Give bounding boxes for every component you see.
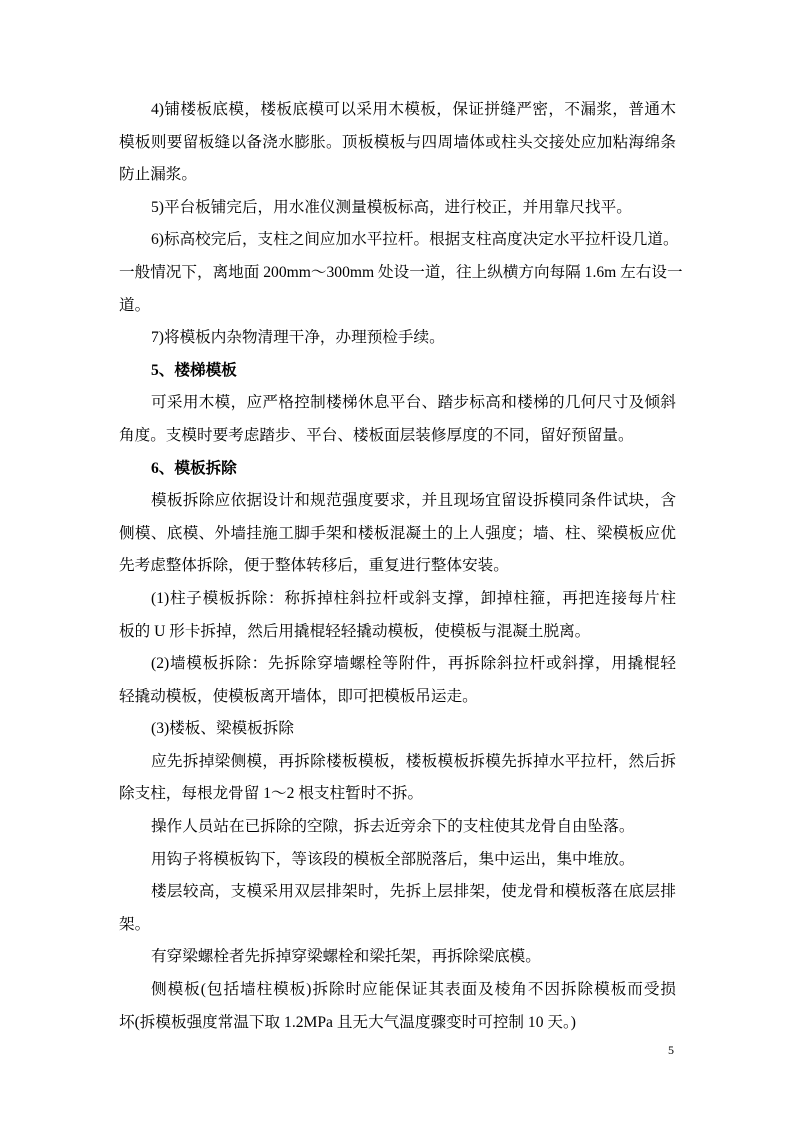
- text-line: 轻撬动模板，使模板离开墙体，即可把模板吊运走。: [119, 687, 478, 705]
- paragraph: [119, 941, 676, 974]
- text-line: 用钩子将模板钩下，等该段的模板全部脱落后，集中运出，集中堆放。: [151, 850, 635, 868]
- paragraph: [119, 94, 676, 192]
- page-number: 5: [668, 1043, 674, 1057]
- paragraph: [119, 844, 676, 877]
- text-line: 有穿梁螺栓者先拆掉穿梁螺栓和梁托架，再拆除梁底模。: [151, 948, 541, 966]
- paragraph: [119, 746, 676, 811]
- text-line: 模板则要留板缝以备浇水膨胀。顶板模板与四周墙体或柱头交接处应加粘海绵条: [119, 133, 676, 151]
- text-line: 角度。支模时要考虑踏步、平台、楼板面层装修厚度的不同，留好预留量。: [119, 426, 634, 444]
- section-heading: [119, 355, 676, 388]
- text-line: 模板拆除应依据设计和规范强度要求，并且现场宜留设拆模同条件试块，含: [151, 492, 676, 510]
- text-line: 操作人员站在已拆除的空隙，拆去近旁余下的支柱使其龙骨自由坠落。: [151, 818, 635, 836]
- text-line: 5)平台板铺完后，用水准仪测量模板标高，进行校正，并用靠尺找平。: [151, 198, 632, 216]
- paragraph: [119, 322, 676, 355]
- text-line: 道。: [119, 296, 151, 314]
- text-line: 可采用木模，应严格控制楼梯休息平台、踏步标高和楼梯的几何尺寸及倾斜: [151, 394, 676, 412]
- document-body: [119, 94, 683, 1039]
- text-line: 防止漏浆。: [119, 166, 197, 184]
- text-line: 板的 U 形卡拆掉，然后用撬棍轻轻撬动模板，使模板与混凝土脱离。: [119, 622, 591, 640]
- text-line: (3)楼板、梁模板拆除: [151, 720, 294, 738]
- section-heading: [119, 453, 676, 486]
- text-line: 6、模板拆除: [151, 459, 237, 477]
- paragraph: [119, 974, 676, 1039]
- paragraph: [119, 192, 676, 225]
- text-line: 楼层较高，支模采用双层排架时，先拆上层排架，使龙骨和模板落在底层排: [151, 883, 676, 901]
- text-line: 4)铺楼板底模，楼板底模可以采用木模板，保证拼缝严密，不漏浆，普通木: [151, 101, 676, 118]
- text-line: 架。: [119, 915, 151, 933]
- paragraph: [119, 713, 676, 746]
- paragraph: [119, 485, 676, 583]
- paragraph: [119, 583, 676, 648]
- text-line: 一般情况下，离地面 200mm～300mm 处设一道，往上纵横方向每隔 1.6m 左右设一: [119, 263, 683, 281]
- paragraph: [119, 387, 676, 452]
- text-line: 坏(拆模板强度常温下取 1.2MPa 且无大气温度骤变时可控制 10 天。): [119, 1013, 576, 1031]
- paragraph: [119, 648, 676, 713]
- paragraph: [119, 224, 683, 322]
- text-line: 应先拆掉梁侧模，再拆除楼板模板，楼板模板拆模先拆掉水平拉杆，然后拆: [151, 752, 676, 770]
- text-line: (1)柱子模板拆除：称拆掉柱斜拉杆或斜支撑，卸掉柱箍，再把连接每片柱: [151, 589, 676, 607]
- text-line: 7)将模板内杂物清理干净，办理预检手续。: [151, 329, 445, 347]
- text-line: 6)标高校完后，支柱之间应加水平拉杆。根据支柱高度决定水平拉杆设几道。: [151, 231, 679, 249]
- text-line: 侧模、底模、外墙挂施工脚手架和楼板混凝土的上人强度；墙、柱、梁模板应优: [119, 524, 676, 542]
- text-line: 除支柱，每根龙骨留 1～2 根支柱暂时不拆。: [119, 785, 424, 803]
- text-line: (2)墙模板拆除：先拆除穿墙螺栓等附件，再拆除斜拉杆或斜撑，用撬棍轻: [151, 655, 676, 673]
- text-line: 侧模板(包括墙柱模板)拆除时应能保证其表面及棱角不因拆除模板而受损: [151, 981, 676, 999]
- paragraph: [119, 811, 676, 844]
- text-line: 5、楼梯模板: [151, 361, 237, 379]
- paragraph: [119, 876, 676, 941]
- text-line: 先考虑整体拆除，便于整体转移后，重复进行整体安装。: [119, 557, 509, 575]
